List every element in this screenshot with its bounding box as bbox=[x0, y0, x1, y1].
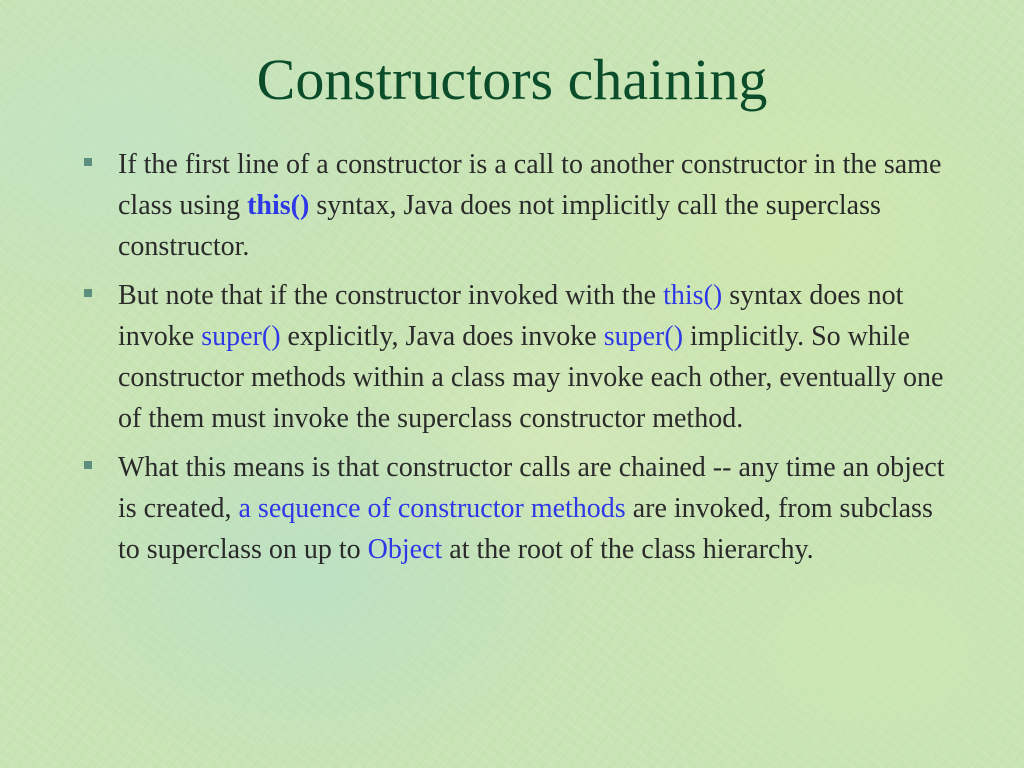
bullet-2-text-3: explicitly, Java does invoke bbox=[280, 321, 604, 352]
bullet-2-code-super-2: super() bbox=[603, 321, 684, 352]
bullet-2-code-super-1: super() bbox=[201, 321, 281, 352]
square-bullet-icon bbox=[84, 158, 92, 166]
bullet-3-text-1: What this means is that constructor calls are chained -- any time an object is created, bbox=[118, 452, 945, 524]
bullet-3-text-2: are invoked, from subclass to superclass on up to bbox=[118, 493, 933, 565]
square-bullet-icon bbox=[84, 289, 92, 297]
square-bullet-icon bbox=[84, 461, 92, 469]
bullet-2-text-1: But note that if the constructor invoked with the bbox=[118, 280, 664, 311]
bullet-item-1 bbox=[80, 144, 960, 267]
bullet-2-code-this: this() bbox=[663, 280, 723, 311]
bullet-1-text-2: syntax, Java does not implicitly call the superclass constructor. bbox=[118, 190, 881, 262]
bullet-2-text-2: syntax does not invoke bbox=[118, 280, 904, 352]
slide-title: Constructors chaining bbox=[256, 47, 768, 112]
bullet-item-3 bbox=[80, 447, 960, 570]
bullet-1-text-1: If the first line of a constructor is a call to another constructor in the same class using bbox=[118, 149, 942, 221]
bullet-3-highlight-sequence: a sequence of constructor methods bbox=[238, 493, 626, 524]
bullet-list bbox=[80, 144, 960, 578]
bullet-3-highlight-object: Object bbox=[367, 534, 443, 565]
bullet-2-text-4: implicitly. So while constructor methods within a class may invoke each other, eventually one of them must invoke the superclass constructor method. bbox=[118, 321, 944, 434]
bullet-1-code-this: this() bbox=[247, 190, 310, 221]
bullet-3-text-3: at the root of the class hierarchy. bbox=[442, 534, 814, 565]
bullet-item-2 bbox=[80, 275, 960, 439]
